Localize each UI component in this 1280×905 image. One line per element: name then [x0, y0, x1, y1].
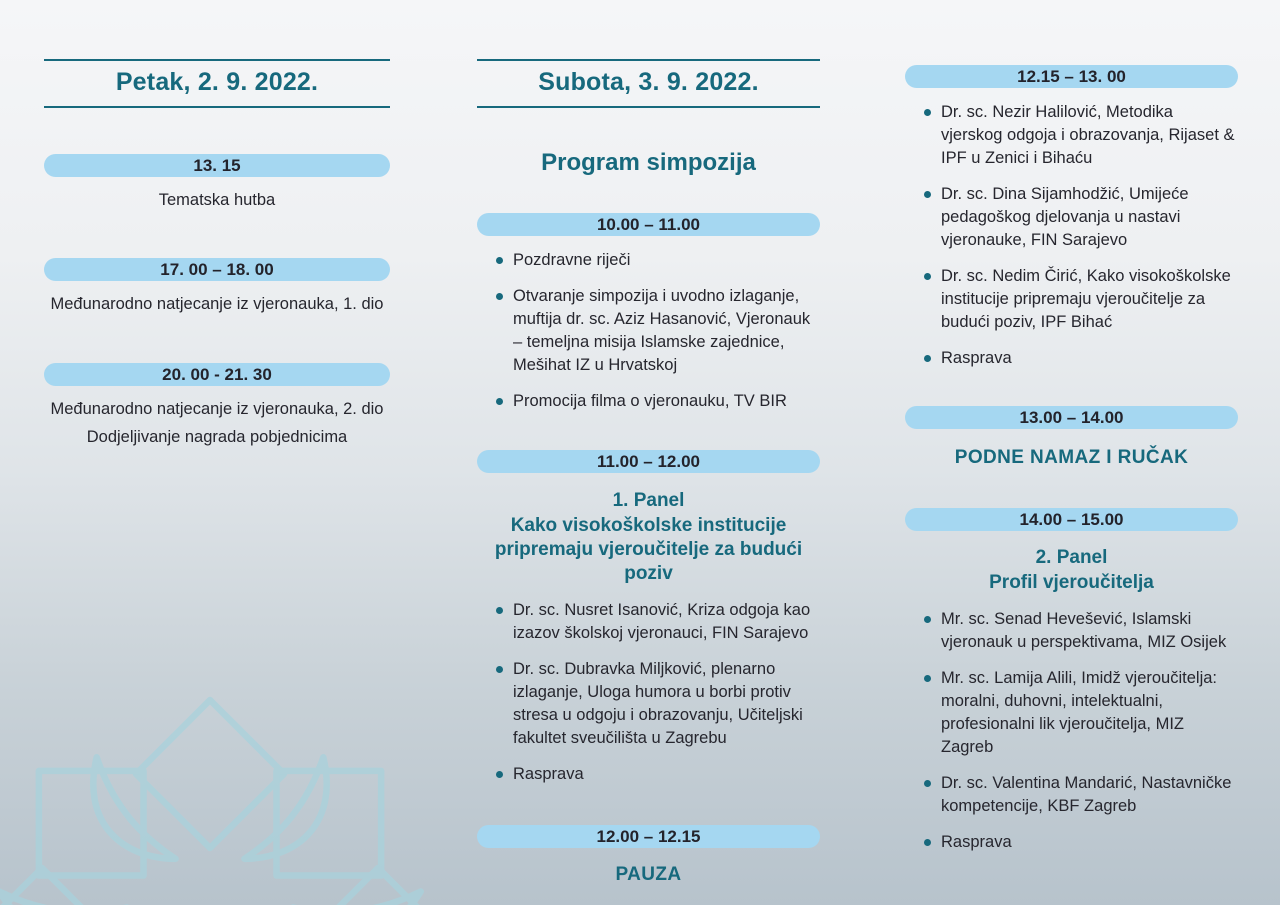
bullet-icon — [924, 839, 931, 846]
panel-subtitle: Kako visokoškolske institucije pripremaju vjeroučitelje za budući poziv — [494, 515, 803, 584]
agenda-item — [905, 183, 1238, 252]
friday-section-3 — [44, 363, 390, 450]
bullet-icon — [924, 273, 931, 280]
agenda-list — [905, 608, 1238, 854]
event-text: Međunarodno natjecanje iz vjeronauka, 2. dio — [50, 400, 384, 418]
agenda-item-text: Promocija filma o vjeronauku, TV BIR — [513, 392, 787, 410]
time-pill — [44, 258, 390, 281]
time-label: 14.00 – 15.00 — [1019, 510, 1124, 529]
agenda-item-text: Otvaranje simpozija i uvodno izlaganje, muftija dr. sc. Aziz Hasanović, Vjeronauk – temeljna misija Islamske zajednice, Mešihat IZ u Hrvatskoj — [513, 287, 811, 374]
time-label: 12.00 – 12.15 — [596, 827, 701, 846]
agenda-item — [905, 101, 1238, 170]
event-text: Dodjeljivanje nagrada pobjednicima — [86, 428, 348, 446]
time-pill — [477, 825, 820, 848]
time-label: 20. 00 - 21. 30 — [162, 365, 272, 384]
time-pill — [477, 450, 820, 473]
program-title: Program simpozija — [541, 149, 756, 176]
agenda-item-text: Dr. sc. Nusret Isanović, Kriza odgoja kao izazov školskoj vjeronauci, FIN Sarajevo — [513, 601, 811, 642]
agenda-item — [477, 285, 820, 377]
day-header-friday — [44, 59, 390, 108]
bullet-icon — [496, 257, 503, 264]
time-pill — [905, 406, 1238, 429]
saturday-section-3 — [477, 825, 820, 886]
agenda-item-text: Dr. sc. Dubravka Miljković, plenarno izlaganje, Uloga humora u borbi protiv stresa u odgoju i obrazovanju, Učiteljski fakultet sveučilišta u Zagrebu — [513, 660, 803, 747]
time-label: 10.00 – 11.00 — [596, 215, 701, 234]
agenda-item-text: Pozdravne riječi — [513, 251, 631, 269]
column-friday — [44, 0, 390, 450]
time-pill — [905, 508, 1238, 531]
agenda-list — [477, 599, 820, 786]
column-saturday — [477, 0, 820, 886]
agenda-item — [477, 658, 820, 750]
time-pill — [905, 65, 1238, 88]
agenda-item-text: Dr. sc. Dina Sijamhodžić, Umijeće pedagoškog djelovanja u nastavi vjeronauke, FIN Sarajevo — [941, 185, 1189, 249]
agenda-item — [477, 599, 820, 645]
agenda-item-text: Rasprava — [941, 833, 1012, 851]
panel-title: 2. Panel — [1035, 547, 1108, 568]
panel-title: 1. Panel — [612, 490, 685, 511]
continued-section-3 — [905, 508, 1238, 854]
day-header-saturday — [477, 59, 820, 108]
saturday-section-1 — [477, 213, 820, 413]
time-label: 17. 00 – 18. 00 — [160, 260, 274, 279]
lunch-label: PODNE NAMAZ I RUČAK — [954, 447, 1189, 468]
bullet-icon — [496, 398, 503, 405]
day-title-friday: Petak, 2. 9. 2022. — [115, 68, 319, 96]
agenda-item — [905, 772, 1238, 818]
agenda-item — [905, 347, 1238, 370]
agenda-item-text: Mr. sc. Lamija Alili, Imidž vjeroučitelja: moralni, duhovni, intelektualni, profesionalni lik vjeroučitelja, MIZ Zagreb — [941, 669, 1217, 756]
friday-section-1 — [44, 154, 390, 213]
agenda-item — [905, 265, 1238, 334]
agenda-list — [477, 249, 820, 413]
islamic-rosette-watermark-icon — [0, 692, 468, 905]
bullet-icon — [924, 355, 931, 362]
time-label: 13.00 – 14.00 — [1019, 408, 1124, 427]
agenda-item-text: Dr. sc. Nezir Halilović, Metodika vjerskog odgoja i obrazovanja, Rijaset & IPF u Zenici i Bihaću — [941, 103, 1235, 167]
bullet-icon — [924, 780, 931, 787]
agenda-item — [477, 249, 820, 272]
agenda-list — [905, 101, 1238, 370]
agenda-item — [905, 608, 1238, 654]
agenda-item — [905, 667, 1238, 759]
break-label: PAUZA — [615, 864, 682, 885]
saturday-section-2 — [477, 450, 820, 786]
agenda-item — [905, 831, 1238, 854]
bullet-icon — [496, 666, 503, 673]
event-text: Tematska hutba — [158, 191, 276, 209]
time-pill — [44, 363, 390, 386]
time-label: 13. 15 — [193, 156, 241, 175]
event-text: Međunarodno natjecanje iz vjeronauka, 1. dio — [50, 295, 384, 313]
bullet-icon — [924, 675, 931, 682]
column-saturday-continued — [905, 0, 1238, 867]
agenda-item-text: Mr. sc. Senad Hevešević, Islamski vjeronauk u perspektivama, MIZ Osijek — [941, 610, 1227, 651]
bullet-icon — [924, 616, 931, 623]
day-title-saturday: Subota, 3. 9. 2022. — [538, 68, 759, 96]
agenda-item-text: Dr. sc. Nedim Čirić, Kako visokoškolske institucije pripremaju vjeroučitelje za budući poziv, IPF Bihać — [941, 267, 1231, 331]
panel-subtitle: Profil vjeroučitelja — [989, 572, 1154, 593]
bullet-icon — [496, 293, 503, 300]
bullet-icon — [924, 191, 931, 198]
bullet-icon — [496, 607, 503, 614]
continued-section-1 — [905, 65, 1238, 370]
bullet-icon — [924, 109, 931, 116]
time-label: 11.00 – 12.00 — [596, 452, 701, 471]
bullet-icon — [496, 771, 503, 778]
friday-section-2 — [44, 258, 390, 317]
agenda-item-text: Rasprava — [941, 349, 1012, 367]
time-pill — [477, 213, 820, 236]
agenda-item — [477, 390, 820, 413]
time-pill — [44, 154, 390, 177]
agenda-item-text: Rasprava — [513, 765, 584, 783]
agenda-item-text: Dr. sc. Valentina Mandarić, Nastavničke kompetencije, KBF Zagreb — [941, 774, 1232, 815]
time-label: 12.15 – 13. 00 — [1017, 67, 1126, 86]
continued-section-2 — [905, 406, 1238, 469]
agenda-item — [477, 763, 820, 786]
